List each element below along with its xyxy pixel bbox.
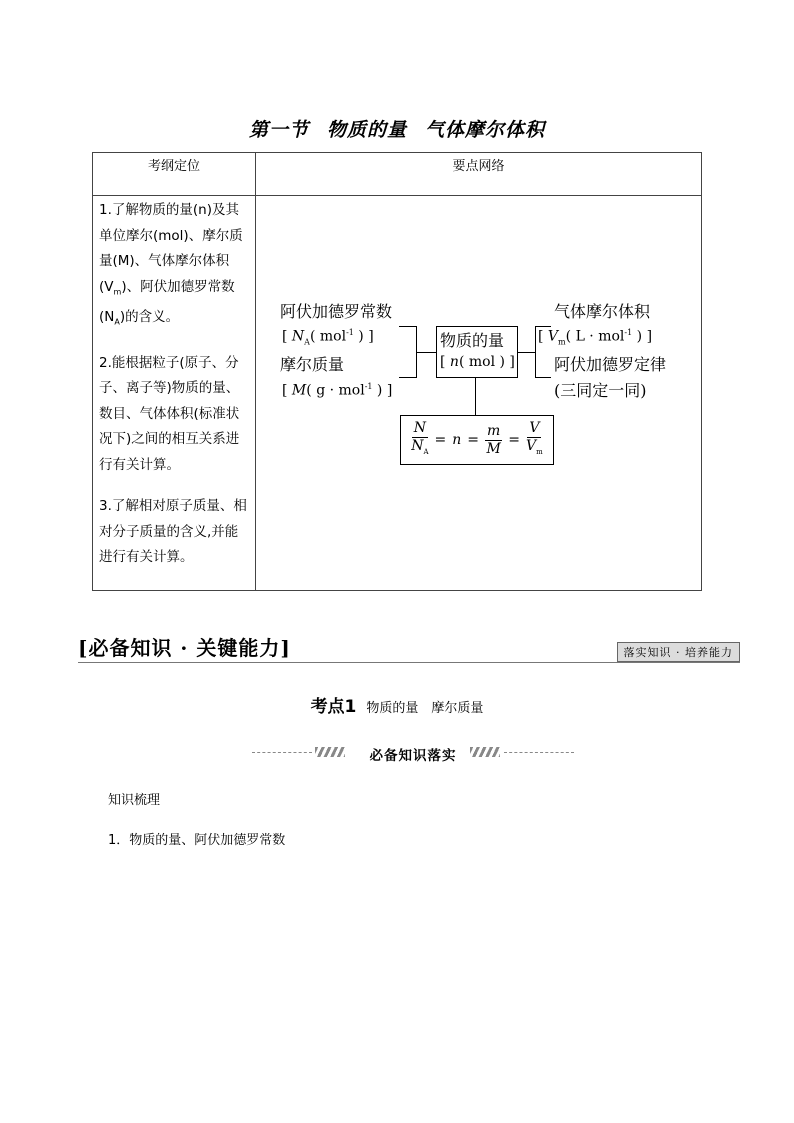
paragraph-knowledge-review: 知识梳理 xyxy=(108,793,161,808)
frac-num: V xyxy=(529,419,540,436)
equals-sign: = xyxy=(467,432,480,448)
frac-den-symbol: N xyxy=(411,437,424,454)
symbol-m: M xyxy=(291,382,307,399)
knowledge-band xyxy=(252,745,574,764)
symbol-n-a-sub: A xyxy=(304,337,310,347)
label-molar-volume: 气体摩尔体积 xyxy=(554,302,651,321)
unit-g-mol: g · mol xyxy=(316,382,365,399)
goal-1-text-c: )的含义。 xyxy=(119,308,180,325)
symbol-n: n xyxy=(449,354,459,370)
goal-1 xyxy=(99,198,249,335)
sup-minus-one-3: -1 xyxy=(624,328,633,337)
fraction-v-over-vm xyxy=(526,420,543,461)
kaodian-heading xyxy=(0,692,794,717)
goal-2: 2.能根据粒子(原子、分子、离子等)物质的量、数目、气体体积(标准状况下)之间的相互关系进行有关计算。 xyxy=(99,354,240,473)
band-label: 必备知识落实 xyxy=(369,748,457,764)
equals-sign: = xyxy=(434,432,447,448)
goal-1-text-b: )、阿伏加德罗常数(N xyxy=(99,278,235,325)
symbol-v-m: V xyxy=(547,328,559,345)
outline-table xyxy=(92,152,702,591)
connector-line xyxy=(535,326,536,378)
symbol-n-formula: n xyxy=(452,432,462,448)
label-avogadro-law: 阿伏加德罗定律 xyxy=(554,355,667,374)
concept-network xyxy=(256,196,701,590)
symbol-v-m-sub: m xyxy=(558,337,566,347)
frac-den-symbol: V xyxy=(526,437,537,454)
label-amount-unit: [ n( mol ) ] xyxy=(440,354,515,370)
connector-line xyxy=(399,326,417,327)
col-header-outline: 考纲定位 xyxy=(93,153,256,196)
section-title: [必备知识 · 关键能力] xyxy=(78,636,291,660)
connector-line xyxy=(535,326,551,327)
label-avogadro-constant: 阿伏加德罗常数 xyxy=(280,302,393,321)
frac-num: N xyxy=(413,419,426,436)
page-title xyxy=(0,115,794,142)
unit-l-mol: L · mol xyxy=(575,328,625,345)
network-cell xyxy=(256,196,702,591)
paragraph-item-1: 1．物质的量、阿伏加德罗常数 xyxy=(108,833,286,848)
connector-line xyxy=(399,377,417,378)
label-three-same-one-same: (三同定一同) xyxy=(554,381,647,400)
sup-minus-one-2: -1 xyxy=(364,382,373,391)
goal-3: 3.了解相对原子质量、相对分子质量的含义,并能进行有关计算。 xyxy=(99,498,247,566)
unit-mol: mol xyxy=(319,328,347,345)
label-molar-volume-unit: [ $V_m$( L · mol$^{-1}$ ) ] xyxy=(538,328,653,347)
title-part2: 物质的量 xyxy=(326,119,407,141)
frac-den-sub: m xyxy=(536,447,543,456)
label-molar-mass-unit: [ M( g · mol$^{-1}$ ) ] xyxy=(282,382,393,399)
sup-minus-one: -1 xyxy=(346,328,354,337)
title-part3: 气体摩尔体积 xyxy=(425,119,546,141)
goal-1-sub-m: m xyxy=(113,287,122,297)
kaodian-text: 物质的量 摩尔质量 xyxy=(366,701,484,716)
equals-sign: = xyxy=(508,432,521,448)
frac-den xyxy=(411,438,428,461)
label-molar-mass: 摩尔质量 xyxy=(280,355,345,374)
goal-1-text-a: 1.了解物质的量(n)及其单位摩尔(mol)、摩尔质量(M)、气体摩尔体积(V xyxy=(99,202,243,295)
section-header xyxy=(78,632,740,663)
frac-den: M xyxy=(486,440,501,457)
section-tag: 落实知识 · 培养能力 xyxy=(617,642,741,662)
col-header-network: 要点网络 xyxy=(256,153,702,196)
label-avogadro-unit: [ $N_A$( mol$^{-1}$ ) ] xyxy=(282,328,374,347)
connector-line xyxy=(535,377,551,378)
connector-line xyxy=(517,352,535,353)
label-amount-of-substance: 物质的量 xyxy=(440,331,505,350)
formula-box xyxy=(400,415,554,465)
goal-1-sub-a: A xyxy=(114,317,120,327)
connector-line xyxy=(416,352,436,353)
frac-den-sub: A xyxy=(423,447,429,456)
fraction-m-over-m xyxy=(485,423,502,458)
fraction-n-over-na xyxy=(411,420,428,461)
title-part1: 第一节 xyxy=(248,119,309,141)
kaodian-number: 考点1 xyxy=(310,697,357,717)
frac-den xyxy=(526,438,543,461)
goals-cell xyxy=(93,196,256,591)
unit-mol-center: mol xyxy=(468,354,496,370)
connector-line xyxy=(475,377,476,415)
frac-num: m xyxy=(487,422,501,439)
symbol-n-a: N xyxy=(291,328,305,345)
